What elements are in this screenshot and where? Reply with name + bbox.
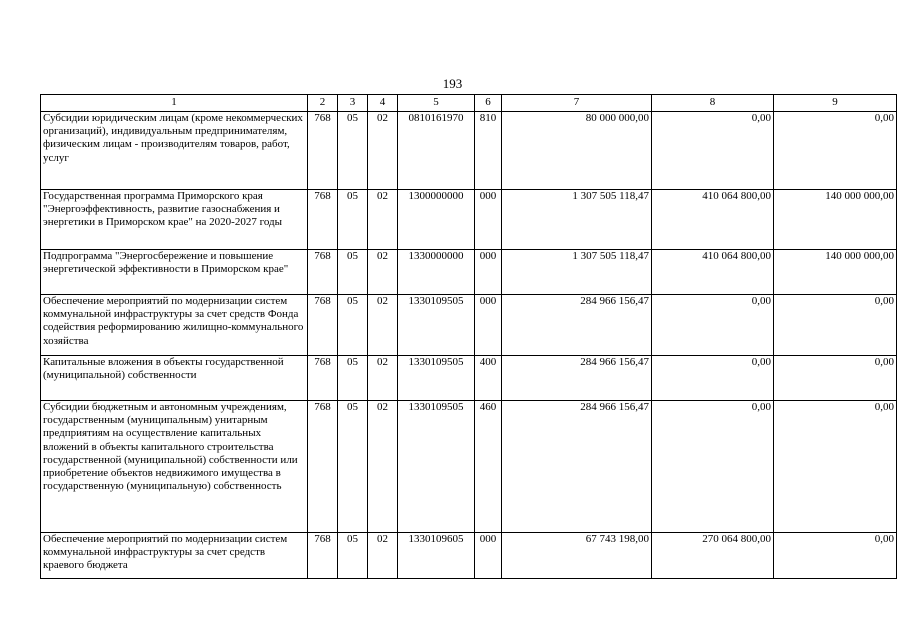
table-row: [41, 533, 897, 579]
cell-code: 05: [338, 112, 368, 190]
cell-code: 768: [308, 295, 338, 356]
row-name: Государственная программа Приморского края "Энергоэффективность, развитие газоснабжения и энергетики в Приморском крае" на 2020-2027 годы: [41, 190, 308, 250]
cell-amount: 410 064 800,00: [652, 190, 774, 250]
cell-code: 768: [308, 533, 338, 579]
table-row: [41, 112, 897, 190]
cell-amount: 270 064 800,00: [652, 533, 774, 579]
cell-code: 1330000000: [398, 250, 475, 295]
budget-table: [40, 94, 897, 579]
cell-code: 1330109605: [398, 533, 475, 579]
cell-code: 05: [338, 295, 368, 356]
cell-amount: 0,00: [774, 356, 897, 401]
cell-code: 05: [338, 190, 368, 250]
cell-amount: 0,00: [652, 112, 774, 190]
table-row: [41, 190, 897, 250]
cell-code: 000: [475, 250, 502, 295]
column-header: 4: [368, 95, 398, 112]
column-header: 1: [41, 95, 308, 112]
header-row: [41, 95, 897, 112]
cell-amount: 1 307 505 118,47: [502, 190, 652, 250]
cell-code: 0810161970: [398, 112, 475, 190]
cell-amount: 410 064 800,00: [652, 250, 774, 295]
cell-amount: 67 743 198,00: [502, 533, 652, 579]
cell-code: 768: [308, 356, 338, 401]
cell-code: 768: [308, 401, 338, 533]
cell-code: 02: [368, 112, 398, 190]
row-name: Субсидии юридическим лицам (кроме некоммерческих организаций), индивидуальным предпринимателям, физическим лицам - производителям товаров, работ, услуг: [41, 112, 308, 190]
cell-code: 810: [475, 112, 502, 190]
cell-code: 05: [338, 401, 368, 533]
column-header: 6: [475, 95, 502, 112]
page-number: 193: [442, 76, 463, 91]
column-header: 5: [398, 95, 475, 112]
cell-code: 400: [475, 356, 502, 401]
cell-amount: 0,00: [774, 533, 897, 579]
cell-amount: 0,00: [652, 356, 774, 401]
cell-code: 1300000000: [398, 190, 475, 250]
cell-code: 02: [368, 401, 398, 533]
column-header: 8: [652, 95, 774, 112]
table-row: [41, 401, 897, 533]
cell-code: 05: [338, 250, 368, 295]
cell-amount: 1 307 505 118,47: [502, 250, 652, 295]
cell-amount: 140 000 000,00: [774, 250, 897, 295]
cell-code: 02: [368, 250, 398, 295]
cell-amount: 284 966 156,47: [502, 401, 652, 533]
cell-amount: 0,00: [774, 401, 897, 533]
cell-code: 02: [368, 356, 398, 401]
cell-amount: 80 000 000,00: [502, 112, 652, 190]
cell-amount: 284 966 156,47: [502, 295, 652, 356]
cell-code: 768: [308, 190, 338, 250]
cell-amount: 0,00: [774, 295, 897, 356]
cell-code: 02: [368, 295, 398, 356]
row-name: Обеспечение мероприятий по модернизации систем коммунальной инфраструктуры за счет средств Фонда содействия реформированию жилищно-коммунального хозяйства: [41, 295, 308, 356]
cell-code: 000: [475, 190, 502, 250]
cell-amount: 140 000 000,00: [774, 190, 897, 250]
table-row: [41, 295, 897, 356]
row-name: Капитальные вложения в объекты государственной (муниципальной) собственности: [41, 356, 308, 401]
cell-code: 768: [308, 250, 338, 295]
table-row: [41, 250, 897, 295]
cell-code: 1330109505: [398, 401, 475, 533]
cell-code: 02: [368, 190, 398, 250]
cell-code: 000: [475, 295, 502, 356]
cell-code: 000: [475, 533, 502, 579]
cell-amount: 0,00: [652, 295, 774, 356]
cell-amount: 0,00: [652, 401, 774, 533]
column-header: 2: [308, 95, 338, 112]
row-name: Субсидии бюджетным и автономным учреждениям, государственным (муниципальным) унитарным предприятиям на осуществление капитальных вложений в объекты капитального строительства государственной (муниципальной) собственности или приобретение объектов недвижимого имущества в государственную (муниципальную) собственность: [41, 401, 308, 533]
row-name: Подпрограмма "Энергосбережение и повышение энергетической эффективности в Приморском крае": [41, 250, 308, 295]
cell-code: 05: [338, 356, 368, 401]
cell-code: 02: [368, 533, 398, 579]
row-name: Обеспечение мероприятий по модернизации систем коммунальной инфраструктуры за счет средств краевого бюджета: [41, 533, 308, 579]
cell-code: 1330109505: [398, 295, 475, 356]
cell-amount: 0,00: [774, 112, 897, 190]
table-row: [41, 356, 897, 401]
column-header: 9: [774, 95, 897, 112]
column-header: 3: [338, 95, 368, 112]
column-header: 7: [502, 95, 652, 112]
cell-code: 1330109505: [398, 356, 475, 401]
cell-code: 05: [338, 533, 368, 579]
cell-code: 768: [308, 112, 338, 190]
cell-code: 460: [475, 401, 502, 533]
cell-amount: 284 966 156,47: [502, 356, 652, 401]
